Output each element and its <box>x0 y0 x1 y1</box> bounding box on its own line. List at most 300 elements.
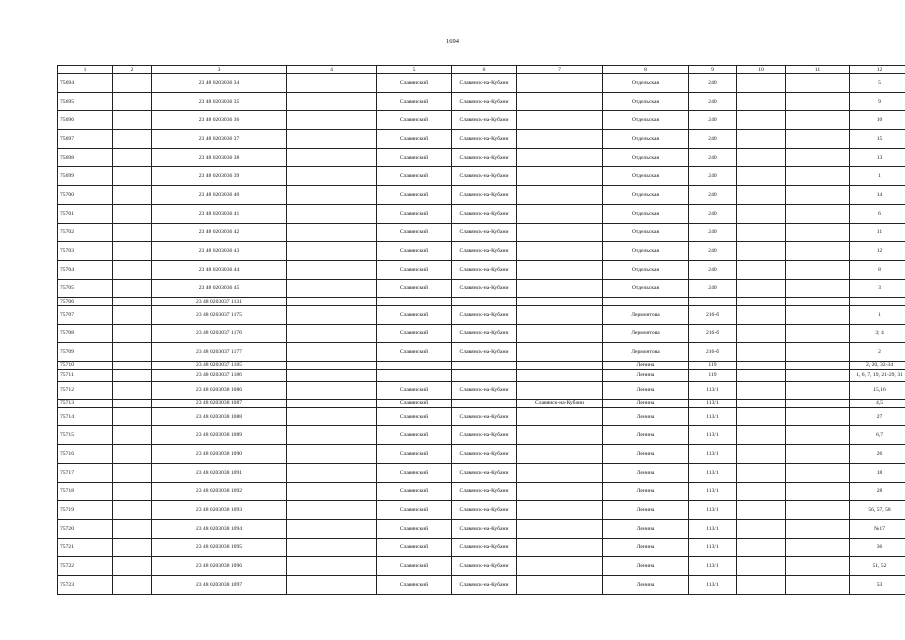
cell-col-10 <box>737 186 786 205</box>
cell-col-8: Ленина <box>603 400 689 408</box>
registry-table <box>57 65 905 595</box>
cell-col-1: 75706 <box>58 298 113 306</box>
cell-col-10 <box>737 305 786 324</box>
cell-col-1: 75710 <box>58 361 113 369</box>
cell-col-1: 75714 <box>58 407 113 426</box>
cell-col-1: 75722 <box>58 557 113 576</box>
cell-col-9: 240 <box>689 186 737 205</box>
cell-col-7 <box>517 298 603 306</box>
cell-col-2 <box>113 538 152 557</box>
cell-col-8: Ленина <box>603 445 689 464</box>
cell-col-5: Славянский <box>377 223 452 242</box>
cell-col-1: 75713 <box>58 400 113 408</box>
cell-col-4 <box>287 381 377 400</box>
cell-col-7 <box>517 538 603 557</box>
cell-col-9: 119 <box>689 369 737 381</box>
cell-col-2 <box>113 242 152 261</box>
cell-col-11 <box>786 538 850 557</box>
cell-col-2 <box>113 111 152 130</box>
cell-col-5: Славянский <box>377 279 452 298</box>
cell-col-10 <box>737 381 786 400</box>
cell-col-3: 23 48 0203038 1096 <box>152 557 287 576</box>
cell-col-9 <box>689 298 737 306</box>
cell-col-9: 113/1 <box>689 426 737 445</box>
cell-col-6: Славянск-на-Кубани <box>452 130 517 149</box>
cell-col-4 <box>287 482 377 501</box>
cell-col-10 <box>737 400 786 408</box>
cell-col-7 <box>517 204 603 223</box>
cell-col-2 <box>113 186 152 205</box>
cell-col-11 <box>786 575 850 594</box>
cell-col-1: 75702 <box>58 223 113 242</box>
cell-col-4 <box>287 361 377 369</box>
cell-col-1: 75703 <box>58 242 113 261</box>
cell-col-2 <box>113 519 152 538</box>
cell-col-8: Отдельская <box>603 279 689 298</box>
cell-col-1: 75701 <box>58 204 113 223</box>
cell-col-12: 56, 57, 58 <box>850 501 905 520</box>
cell-col-9: 113/1 <box>689 407 737 426</box>
cell-col-4 <box>287 538 377 557</box>
cell-col-1: 75716 <box>58 445 113 464</box>
cell-col-2 <box>113 426 152 445</box>
cell-col-6: Славянск-на-Кубани <box>452 538 517 557</box>
cell-col-6: Славянск-на-Кубани <box>452 426 517 445</box>
cell-col-4 <box>287 575 377 594</box>
cell-col-5: Славянский <box>377 148 452 167</box>
cell-col-11 <box>786 130 850 149</box>
cell-col-2 <box>113 305 152 324</box>
table-header-row <box>58 66 905 74</box>
cell-col-1: 75697 <box>58 130 113 149</box>
cell-col-8: Ленина <box>603 407 689 426</box>
cell-col-10 <box>737 111 786 130</box>
cell-col-6: Славянск-на-Кубани <box>452 343 517 362</box>
cell-col-9: 240 <box>689 130 737 149</box>
cell-col-12: 3; 4 <box>850 324 905 343</box>
cell-col-11 <box>786 426 850 445</box>
cell-col-3: 23 48 0203036 43 <box>152 242 287 261</box>
cell-col-1: 75699 <box>58 167 113 186</box>
cell-col-1: 75715 <box>58 426 113 445</box>
table-row <box>58 204 905 223</box>
table-row <box>58 74 905 93</box>
cell-col-7 <box>517 343 603 362</box>
cell-col-8: Отдельская <box>603 260 689 279</box>
cell-col-1: 75704 <box>58 260 113 279</box>
cell-col-7 <box>517 445 603 464</box>
column-header-11: 11 <box>786 66 850 74</box>
cell-col-7 <box>517 557 603 576</box>
cell-col-12: 12 <box>850 242 905 261</box>
cell-col-3: 23 48 0203038 1087 <box>152 400 287 408</box>
cell-col-3: 23 48 0203037 1186 <box>152 369 287 381</box>
cell-col-9: 113/1 <box>689 400 737 408</box>
cell-col-4 <box>287 204 377 223</box>
cell-col-4 <box>287 463 377 482</box>
table-row <box>58 445 905 464</box>
cell-col-7 <box>517 111 603 130</box>
column-header-9: 9 <box>689 66 737 74</box>
cell-col-2 <box>113 575 152 594</box>
cell-col-9: 240 <box>689 92 737 111</box>
cell-col-1: 75698 <box>58 148 113 167</box>
cell-col-4 <box>287 324 377 343</box>
cell-col-8: Ленина <box>603 519 689 538</box>
cell-col-12: 36 <box>850 538 905 557</box>
cell-col-3: 23 48 0203036 44 <box>152 260 287 279</box>
table-row <box>58 381 905 400</box>
cell-col-10 <box>737 242 786 261</box>
cell-col-12: 27 <box>850 407 905 426</box>
cell-col-9: 113/1 <box>689 501 737 520</box>
cell-col-1: 75705 <box>58 279 113 298</box>
cell-col-5: Славянский <box>377 204 452 223</box>
cell-col-8: Ленина <box>603 381 689 400</box>
table-row <box>58 279 905 298</box>
cell-col-7 <box>517 426 603 445</box>
cell-col-8: Ленина <box>603 501 689 520</box>
column-header-10: 10 <box>737 66 786 74</box>
table-row <box>58 463 905 482</box>
cell-col-5: Славянский <box>377 260 452 279</box>
cell-col-5: Славянский <box>377 407 452 426</box>
cell-col-10 <box>737 369 786 381</box>
cell-col-2 <box>113 463 152 482</box>
cell-col-6: Славянск-на-Кубани <box>452 204 517 223</box>
cell-col-9: 113/1 <box>689 538 737 557</box>
cell-col-5: Славянский <box>377 343 452 362</box>
cell-col-5: Славянский <box>377 519 452 538</box>
cell-col-1: 75718 <box>58 482 113 501</box>
cell-col-8: Отдельская <box>603 130 689 149</box>
cell-col-7 <box>517 463 603 482</box>
cell-col-12: №17 <box>850 519 905 538</box>
cell-col-3: 23 48 0203036 40 <box>152 186 287 205</box>
cell-col-10 <box>737 426 786 445</box>
cell-col-3: 23 48 0203038 1094 <box>152 519 287 538</box>
cell-col-8: Отдельская <box>603 74 689 93</box>
table-row <box>58 167 905 186</box>
cell-col-3: 23 48 0203037 1185 <box>152 361 287 369</box>
cell-col-12: 26 <box>850 445 905 464</box>
cell-col-7 <box>517 324 603 343</box>
cell-col-7 <box>517 74 603 93</box>
cell-col-6 <box>452 369 517 381</box>
cell-col-5: Славянский <box>377 167 452 186</box>
cell-col-6: Славянск-на-Кубани <box>452 279 517 298</box>
cell-col-12: 53 <box>850 575 905 594</box>
registry-table-body <box>58 66 905 595</box>
cell-col-12: 13 <box>850 148 905 167</box>
cell-col-4 <box>287 343 377 362</box>
table-row <box>58 111 905 130</box>
cell-col-8: Ленина <box>603 463 689 482</box>
cell-col-9: 113/1 <box>689 575 737 594</box>
cell-col-1: 75712 <box>58 381 113 400</box>
column-header-6: 6 <box>452 66 517 74</box>
cell-col-12: 15,16 <box>850 381 905 400</box>
cell-col-6 <box>452 361 517 369</box>
cell-col-5: Славянский <box>377 482 452 501</box>
cell-col-8: Отдельская <box>603 223 689 242</box>
cell-col-10 <box>737 407 786 426</box>
cell-col-5: Славянский <box>377 426 452 445</box>
cell-col-7 <box>517 167 603 186</box>
cell-col-8: Ленина <box>603 361 689 369</box>
cell-col-10 <box>737 463 786 482</box>
cell-col-6 <box>452 298 517 306</box>
cell-col-7 <box>517 361 603 369</box>
cell-col-6: Славянск-на-Кубани <box>452 407 517 426</box>
cell-col-9: 240 <box>689 74 737 93</box>
cell-col-12: 2, 20, 32-34 <box>850 361 905 369</box>
cell-col-12: 15 <box>850 130 905 149</box>
cell-col-4 <box>287 74 377 93</box>
cell-col-4 <box>287 242 377 261</box>
table-row <box>58 501 905 520</box>
cell-col-9: 216-б <box>689 343 737 362</box>
cell-col-10 <box>737 148 786 167</box>
cell-col-4 <box>287 445 377 464</box>
table-row <box>58 557 905 576</box>
cell-col-9: 240 <box>689 167 737 186</box>
cell-col-10 <box>737 223 786 242</box>
cell-col-3: 23 48 0203038 1090 <box>152 445 287 464</box>
cell-col-9: 216-б <box>689 324 737 343</box>
table-row <box>58 223 905 242</box>
cell-col-4 <box>287 407 377 426</box>
table-row <box>58 538 905 557</box>
cell-col-4 <box>287 111 377 130</box>
cell-col-11 <box>786 111 850 130</box>
cell-col-2 <box>113 148 152 167</box>
cell-col-5: Славянский <box>377 557 452 576</box>
cell-col-6: Славянск-на-Кубани <box>452 463 517 482</box>
cell-col-12: 9 <box>850 92 905 111</box>
cell-col-7 <box>517 148 603 167</box>
cell-col-1: 75695 <box>58 92 113 111</box>
cell-col-10 <box>737 260 786 279</box>
table-row <box>58 324 905 343</box>
cell-col-7 <box>517 519 603 538</box>
cell-col-2 <box>113 343 152 362</box>
table-row <box>58 407 905 426</box>
cell-col-5 <box>377 298 452 306</box>
cell-col-11 <box>786 92 850 111</box>
cell-col-8 <box>603 298 689 306</box>
cell-col-6: Славянск-на-Кубани <box>452 260 517 279</box>
cell-col-7 <box>517 260 603 279</box>
cell-col-2 <box>113 501 152 520</box>
cell-col-10 <box>737 324 786 343</box>
cell-col-8: Ленина <box>603 538 689 557</box>
cell-col-9: 113/1 <box>689 445 737 464</box>
cell-col-1: 75694 <box>58 74 113 93</box>
cell-col-11 <box>786 407 850 426</box>
table-row <box>58 305 905 324</box>
cell-col-1: 75723 <box>58 575 113 594</box>
table-row <box>58 260 905 279</box>
cell-col-1: 75709 <box>58 343 113 362</box>
cell-col-4 <box>287 426 377 445</box>
cell-col-8: Отдельская <box>603 186 689 205</box>
cell-col-6: Славянск-на-Кубани <box>452 167 517 186</box>
cell-col-2 <box>113 223 152 242</box>
cell-col-11 <box>786 369 850 381</box>
cell-col-12: 1 <box>850 167 905 186</box>
cell-col-2 <box>113 167 152 186</box>
cell-col-6: Славянск-на-Кубани <box>452 242 517 261</box>
cell-col-9: 113/1 <box>689 519 737 538</box>
cell-col-4 <box>287 400 377 408</box>
column-header-1: 1 <box>58 66 113 74</box>
cell-col-12: 28 <box>850 482 905 501</box>
cell-col-8: Отдельская <box>603 242 689 261</box>
cell-col-3: 23 48 0203036 38 <box>152 148 287 167</box>
cell-col-10 <box>737 204 786 223</box>
cell-col-4 <box>287 148 377 167</box>
cell-col-12: 2 <box>850 343 905 362</box>
column-header-3: 3 <box>152 66 287 74</box>
cell-col-5: Славянский <box>377 463 452 482</box>
cell-col-6: Славянск-на-Кубани <box>452 557 517 576</box>
cell-col-7 <box>517 575 603 594</box>
table-row <box>58 148 905 167</box>
cell-col-11 <box>786 74 850 93</box>
cell-col-2 <box>113 445 152 464</box>
cell-col-3: 23 48 0203036 41 <box>152 204 287 223</box>
cell-col-6: Славянск-на-Кубани <box>452 575 517 594</box>
cell-col-2 <box>113 92 152 111</box>
cell-col-3: 23 48 0203036 34 <box>152 74 287 93</box>
cell-col-11 <box>786 223 850 242</box>
cell-col-3: 23 48 0203036 36 <box>152 111 287 130</box>
cell-col-5: Славянский <box>377 74 452 93</box>
cell-col-3: 23 48 0203038 1097 <box>152 575 287 594</box>
cell-col-11 <box>786 148 850 167</box>
cell-col-3: 23 48 0203037 1175 <box>152 305 287 324</box>
cell-col-11 <box>786 557 850 576</box>
cell-col-1: 75719 <box>58 501 113 520</box>
table-row <box>58 186 905 205</box>
cell-col-8: Отдельская <box>603 204 689 223</box>
cell-col-12: 51, 52 <box>850 557 905 576</box>
cell-col-11 <box>786 305 850 324</box>
table-row <box>58 361 905 369</box>
cell-col-8: Отдельская <box>603 167 689 186</box>
cell-col-11 <box>786 482 850 501</box>
cell-col-10 <box>737 92 786 111</box>
cell-col-9: 113/1 <box>689 381 737 400</box>
cell-col-8: Лермонтова <box>603 324 689 343</box>
cell-col-4 <box>287 186 377 205</box>
cell-col-11 <box>786 279 850 298</box>
cell-col-3: 23 48 0203036 45 <box>152 279 287 298</box>
cell-col-9: 119 <box>689 361 737 369</box>
cell-col-12: 1 <box>850 305 905 324</box>
cell-col-7 <box>517 279 603 298</box>
cell-col-1: 75696 <box>58 111 113 130</box>
cell-col-9: 240 <box>689 242 737 261</box>
cell-col-12 <box>850 298 905 306</box>
cell-col-4 <box>287 557 377 576</box>
cell-col-7 <box>517 92 603 111</box>
column-header-7: 7 <box>517 66 603 74</box>
cell-col-10 <box>737 298 786 306</box>
cell-col-10 <box>737 130 786 149</box>
table-row <box>58 426 905 445</box>
cell-col-7 <box>517 186 603 205</box>
cell-col-5: Славянский <box>377 445 452 464</box>
cell-col-1: 75721 <box>58 538 113 557</box>
cell-col-6: Славянск-на-Кубани <box>452 148 517 167</box>
cell-col-4 <box>287 223 377 242</box>
cell-col-7 <box>517 482 603 501</box>
table-row <box>58 575 905 594</box>
cell-col-2 <box>113 361 152 369</box>
cell-col-6: Славянск-на-Кубани <box>452 381 517 400</box>
cell-col-6: Славянск-на-Кубани <box>452 223 517 242</box>
cell-col-3: 23 48 0203038 1086 <box>152 381 287 400</box>
cell-col-6: Славянск-на-Кубани <box>452 482 517 501</box>
cell-col-6 <box>452 400 517 408</box>
cell-col-5: Славянский <box>377 130 452 149</box>
cell-col-6: Славянск-на-Кубани <box>452 92 517 111</box>
cell-col-3: 23 48 0203036 42 <box>152 223 287 242</box>
cell-col-8: Ленина <box>603 426 689 445</box>
column-header-5: 5 <box>377 66 452 74</box>
cell-col-2 <box>113 407 152 426</box>
cell-col-9: 240 <box>689 204 737 223</box>
cell-col-7 <box>517 305 603 324</box>
cell-col-9: 240 <box>689 223 737 242</box>
cell-col-7 <box>517 130 603 149</box>
cell-col-8: Ленина <box>603 575 689 594</box>
cell-col-2 <box>113 204 152 223</box>
cell-col-9: 240 <box>689 260 737 279</box>
cell-col-2 <box>113 557 152 576</box>
cell-col-7 <box>517 369 603 381</box>
cell-col-1: 75700 <box>58 186 113 205</box>
cell-col-5: Славянский <box>377 111 452 130</box>
cell-col-9: 113/1 <box>689 463 737 482</box>
cell-col-6: Славянск-на-Кубани <box>452 186 517 205</box>
cell-col-11 <box>786 167 850 186</box>
cell-col-5: Славянский <box>377 400 452 408</box>
cell-col-2 <box>113 130 152 149</box>
cell-col-12: 4,5 <box>850 400 905 408</box>
cell-col-10 <box>737 167 786 186</box>
cell-col-4 <box>287 298 377 306</box>
cell-col-3: 23 48 0203037 1177 <box>152 343 287 362</box>
cell-col-4 <box>287 279 377 298</box>
cell-col-4 <box>287 519 377 538</box>
cell-col-3: 23 48 0203038 1095 <box>152 538 287 557</box>
cell-col-5: Славянский <box>377 324 452 343</box>
cell-col-8: Отдельская <box>603 111 689 130</box>
cell-col-5 <box>377 369 452 381</box>
cell-col-11 <box>786 242 850 261</box>
cell-col-1: 75711 <box>58 369 113 381</box>
cell-col-1: 75720 <box>58 519 113 538</box>
cell-col-7 <box>517 242 603 261</box>
cell-col-4 <box>287 130 377 149</box>
cell-col-12: 6,7 <box>850 426 905 445</box>
cell-col-3: 23 48 0203038 1093 <box>152 501 287 520</box>
cell-col-3: 23 48 0203036 35 <box>152 92 287 111</box>
cell-col-10 <box>737 538 786 557</box>
